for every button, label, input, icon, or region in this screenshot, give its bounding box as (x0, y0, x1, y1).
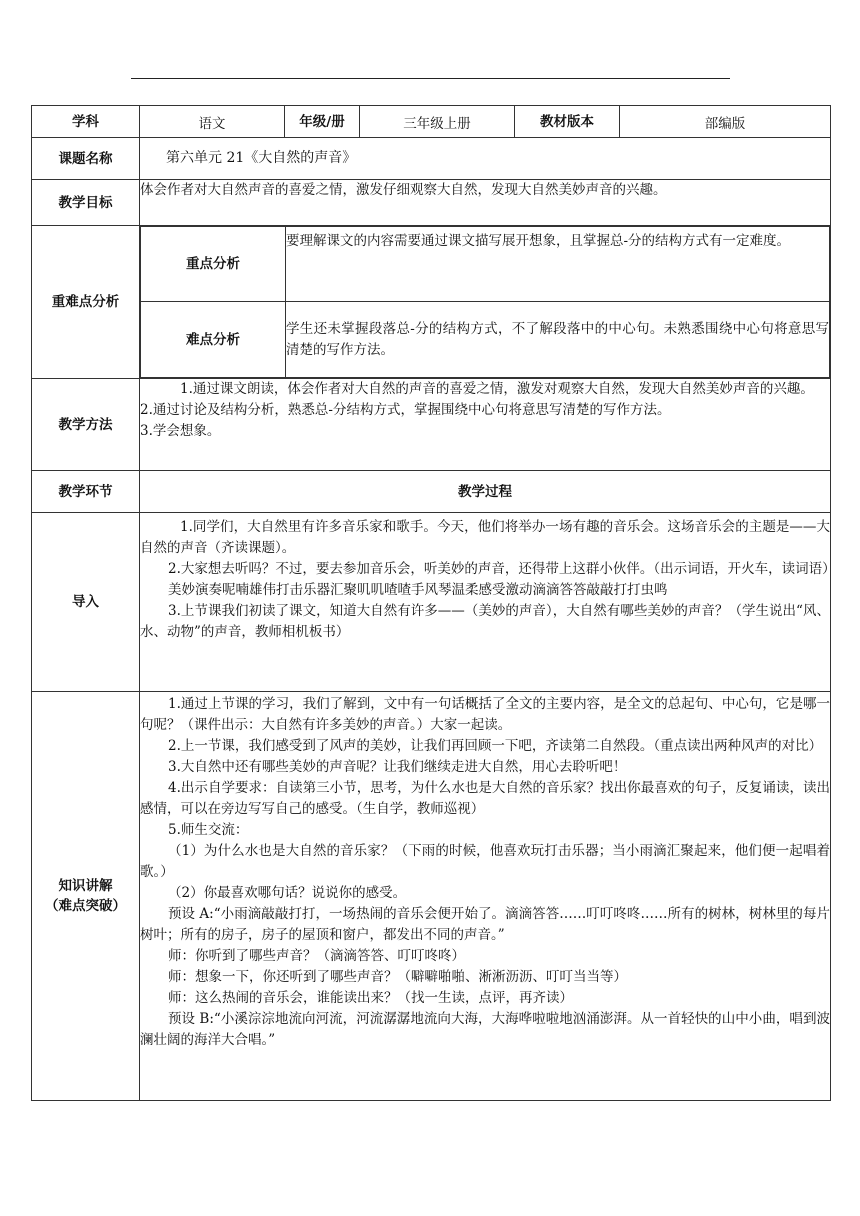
intro-line: 美妙演奏呢喃雄伟打击乐器汇聚叽叽喳喳手风琴温柔感受激动滴滴答答敲敲打打虫鸣 (168, 582, 668, 598)
knowledge-line: 师：这么热闹的音乐会，谁能读出来？（找一生读，点评，再齐读） (168, 990, 573, 1006)
knowledge-line: 师：想象一下，你还听到了哪些声音？（噼噼啪啪、淅淅沥沥、叮叮当当等） (168, 969, 627, 985)
process-label: 教学过程 (140, 471, 831, 513)
analysis-row (32, 226, 831, 379)
difficult-point-label: 难点分析 (141, 302, 286, 378)
knowledge-line: 2.上一节课，我们感受到了风声的美妙，让我们再回顾一下吧，齐读第二自然段。（重点读出两种风声的对比） (168, 738, 823, 754)
grade-label: 年级/册 (285, 106, 360, 138)
intro-line: 3.上节课我们初读了课文，知道大自然有许多——（美妙的声音），大自然有哪些美妙的声音？（学生说出“风、水、动物”的声音，教师相机板书） (140, 603, 830, 640)
grade-value: 三年级上册 (360, 106, 515, 138)
edition-label: 教材版本 (515, 106, 620, 138)
method-text (140, 379, 831, 471)
method-row (32, 379, 831, 471)
knowledge-label-sub: （难点突破） (45, 898, 126, 914)
method-line: 3.学会想象。 (140, 423, 221, 439)
method-label: 教学方法 (32, 379, 140, 471)
lesson-row (32, 138, 831, 180)
goal-row (32, 180, 831, 226)
knowledge-line: 预设 A:“小雨滴敲敲打打，一场热闹的音乐会便开始了。滴滴答答……叮叮咚咚……所有的树林，树林里的每片树叶；所有的房子，房子的屋顶和窗户，都发出不同的声音。” (140, 906, 830, 943)
knowledge-line: 3.大自然中还有哪些美妙的声音呢？让我们继续走进大自然，用心去聆听吧！ (168, 759, 627, 775)
knowledge-label (32, 692, 140, 1101)
process-header-row (32, 471, 831, 513)
intro-line: 1.同学们，大自然里有许多音乐家和歌手。今天，他们将举办一场有趣的音乐会。这场音乐会的主题是——大自然的声音（齐读课题）。 (140, 519, 830, 556)
key-point-text: 要理解课文的内容需要通过课文描写展开想象，且掌握总-分的结构方式有一定难度。 (286, 227, 830, 302)
info-row (32, 106, 831, 138)
analysis-subtable (140, 226, 830, 378)
intro-label: 导入 (32, 513, 140, 692)
knowledge-line: 4.出示自学要求：自读第三小节，思考，为什么水也是大自然的音乐家？找出你最喜欢的句子，反复诵读，读出感情，可以在旁边写写自己的感受。（生自学，教师巡视） (140, 780, 830, 817)
intro-text (140, 513, 836, 692)
lesson-label: 课题名称 (32, 138, 140, 180)
header-rule (131, 78, 730, 79)
intro-line: 2.大家想去听吗？不过，要去参加音乐会，听美妙的声音，还得带上这群小伙伴。（出示词语，开火车，读词语） (168, 561, 836, 577)
knowledge-line: 1.通过上节课的学习，我们了解到，文中有一句话概括了全文的主要内容，是全文的总起句、中心句，它是哪一句呢？（课件出示：大自然有许多美妙的声音。）大家一起读。 (140, 696, 830, 733)
edition-value: 部编版 (620, 106, 831, 138)
knowledge-line: （1）为什么水也是大自然的音乐家？（下雨的时候，他喜欢玩打击乐器；当小雨滴汇聚起来，他们便一起唱着歌。） (140, 843, 830, 880)
knowledge-label-main: 知识讲解 (58, 878, 113, 894)
subject-value: 语文 (140, 106, 285, 138)
lesson-title: 第六单元 21《大自然的声音》 (140, 138, 831, 180)
knowledge-line: （2）你最喜欢哪句话？说说你的感受。 (168, 885, 407, 901)
stage-label: 教学环节 (32, 471, 140, 513)
method-line: 1.通过课文朗读，体会作者对大自然的声音的喜爱之情，激发对观察大自然，发现大自然美妙声音的兴趣。 (180, 381, 814, 397)
goal-label: 教学目标 (32, 180, 140, 226)
subject-label: 学科 (32, 106, 140, 138)
knowledge-line: 5.师生交流： (168, 822, 249, 838)
knowledge-line: 预设 B:“小溪淙淙地流向河流，河流潺潺地流向大海，大海哗啦啦地汹涌澎湃。从一首轻快的山中小曲，唱到波澜壮阔的海洋大合唱。” (140, 1011, 830, 1048)
analysis-label: 重难点分析 (32, 226, 140, 379)
lesson-plan-table (31, 105, 836, 1101)
knowledge-text (140, 692, 831, 1101)
goal-text: 体会作者对大自然声音的喜爱之情，激发仔细观察大自然，发现大自然美妙声音的兴趣。 (140, 180, 831, 226)
method-line: 2.通过讨论及结构分析，熟悉总-分结构方式，掌握围绕中心句将意思写清楚的写作方法。 (140, 402, 671, 418)
key-point-label: 重点分析 (141, 227, 286, 302)
difficult-point-text: 学生还未掌握段落总-分的结构方式，不了解段落中的中心句。未熟悉围绕中心句将意思写清楚的写作方法。 (286, 302, 830, 378)
knowledge-line: 师：你听到了哪些声音？（滴滴答答、叮叮咚咚） (168, 948, 465, 964)
knowledge-row (32, 692, 831, 1101)
intro-row (32, 513, 831, 692)
